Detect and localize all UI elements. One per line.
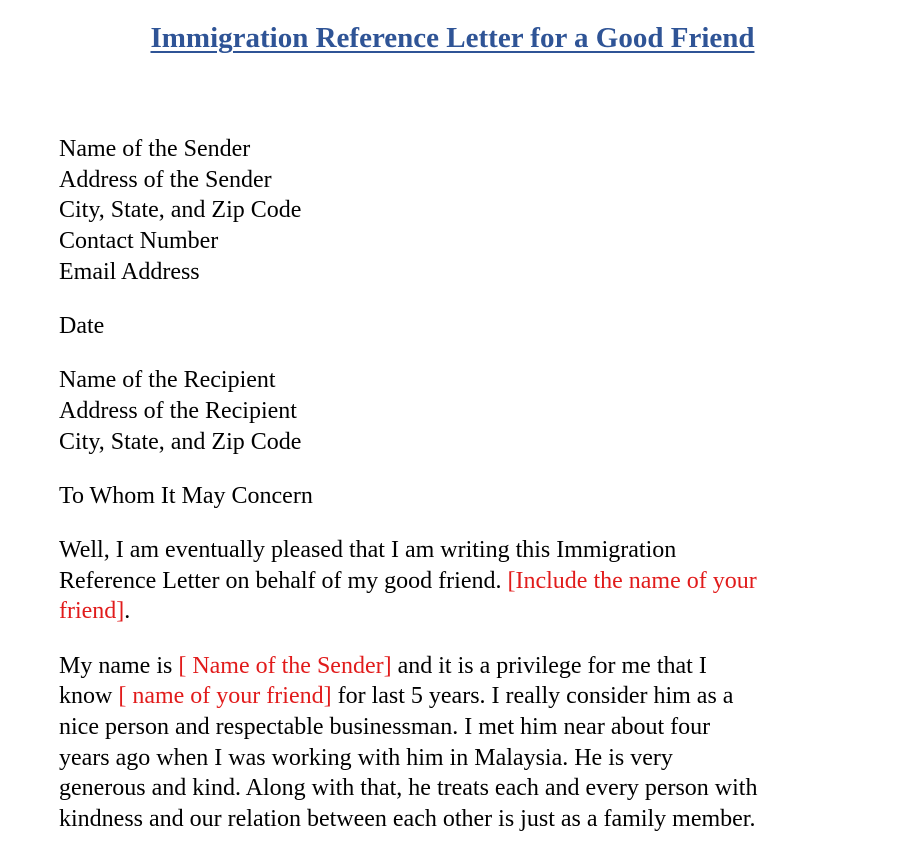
paragraph-relationship	[59, 651, 859, 835]
paragraph-intro-line: Well, I am eventually pleased that I am writing this Immigration	[59, 537, 677, 564]
sender-name: Name of the Sender	[59, 136, 251, 162]
paragraph-intro-line	[59, 566, 859, 597]
text-segment: for last 5 years. I really consider him as a	[331, 683, 734, 710]
paragraph-intro-text: Reference Letter on behalf of my good friend.	[59, 567, 508, 594]
paragraph-relationship-line	[59, 651, 859, 682]
friend-name-placeholder: [ name of your friend]	[118, 683, 332, 710]
paragraph-relationship-line: years ago when I was working with him in Malaysia. He is very	[59, 744, 673, 771]
sender-name-placeholder: [ Name of the Sender]	[178, 652, 392, 679]
paragraph-relationship-line: kindness and our relation between each other is just as a family member.	[59, 806, 756, 833]
text-segment: know	[59, 683, 119, 710]
recipient-name: Name of the Recipient	[59, 367, 276, 394]
friend-name-placeholder: [Include the name of your	[507, 567, 757, 594]
letter-date: Date	[59, 313, 105, 340]
paragraph-relationship-line	[59, 681, 859, 712]
paragraph-relationship-line: nice person and respectable businessman. I met him near about four	[59, 714, 711, 741]
date-block	[59, 311, 859, 342]
letter-body	[59, 134, 859, 858]
recipient-address-block	[59, 365, 859, 457]
paragraph-intro-period: .	[124, 598, 131, 625]
sender-contact-number: Contact Number	[59, 228, 219, 255]
text-segment: My name is	[59, 652, 179, 679]
sender-email: Email Address	[59, 258, 200, 285]
paragraph-intro	[59, 535, 859, 627]
salutation: To Whom It May Concern	[59, 482, 313, 509]
recipient-city-state-zip: City, State, and Zip Code	[59, 428, 302, 455]
salutation-block	[59, 481, 859, 512]
recipient-address: Address of the Recipient	[59, 397, 297, 424]
letter-title: Immigration Reference Letter for a Good Friend	[150, 22, 755, 54]
paragraph-relationship-line: generous and kind. Along with that, he treats each and every person with	[59, 775, 758, 802]
sender-city-state-zip: City, State, and Zip Code	[59, 197, 302, 224]
sender-address-block	[59, 134, 859, 288]
friend-name-placeholder-end: friend]	[59, 598, 125, 625]
paragraph-intro-line	[59, 596, 859, 627]
sender-address: Address of the Sender	[59, 166, 272, 193]
text-segment: and it is a privilege for me that I	[391, 652, 707, 679]
